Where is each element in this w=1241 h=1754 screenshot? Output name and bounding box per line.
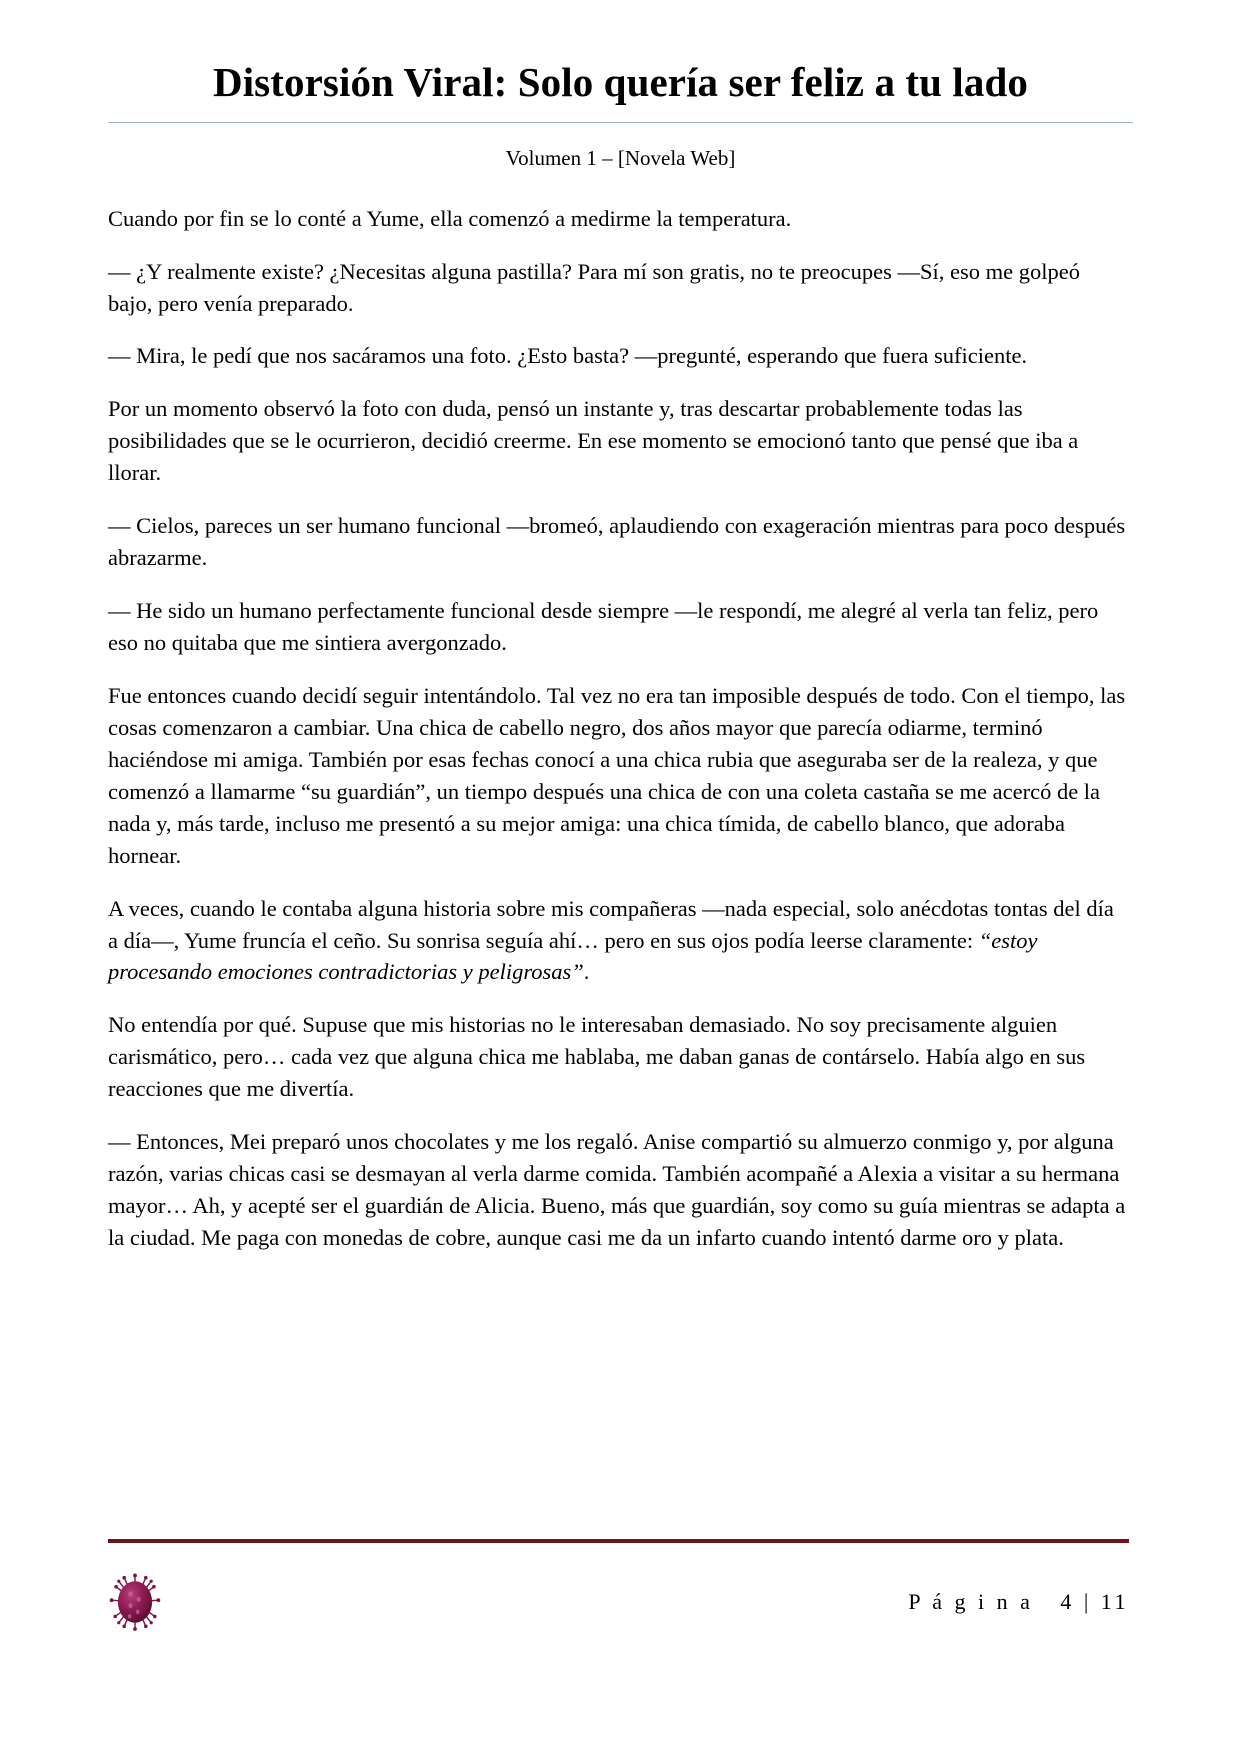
paragraph: — Cielos, pareces un ser humano funcional —bromeó, aplaudiendo con exageración mientras para poco después abrazarme. (108, 513, 1126, 571)
footer-divider (108, 1539, 1129, 1543)
footer-row (108, 1573, 1129, 1631)
paragraph: Cuando por fin se lo conté a Yume, ella comenzó a medirme la temperatura. (108, 205, 792, 231)
document-header (0, 0, 1241, 173)
paragraph: No entendía por qué. Supuse que mis historias no le interesaban demasiado. No soy precisamente alguien carismático, pero… cada vez que alguna chica me hablaba, me daban ganas de contárselo. Había algo en sus reacciones que me divertía. (108, 1012, 1086, 1102)
inner-thought-quote: “estoy procesando emociones contradictorias y peligrosas” (108, 927, 1038, 985)
paragraph: — Entonces, Mei preparó unos chocolates y me los regaló. Anise compartió su almuerzo conmigo y, por alguna razón, varias chicas casi se desmayan al verla darme comida. También acompañé a Alexia a visitar a su hermana mayor… Ah, y acepté ser el guardián de Alicia. Bueno, más que guardián, soy como su guía mientras se adapta a la ciudad. Me paga con monedas de cobre, aunque casi me da un infarto cuando intentó darme oro y plata. (108, 1129, 1126, 1251)
paragraph: Fue entonces cuando decidí seguir intentándolo. Tal vez no era tan imposible después de todo. Con el tiempo, las cosas comenzaron a cambiar. Una chica de cabello negro, dos años mayor que parecía odiarme, terminó haciéndose mi amiga. También por esas fechas conocí a una chica rubia que aseguraba ser de la realeza, y que comenzó a llamarme “su guardián”, un tiempo después una chica de con una coleta castaña se me acercó de la nada y, más tarde, incluso me presentó a su mejor amiga: una chica tímida, de cabello blanco, que adoraba hornear. (108, 682, 1126, 868)
document-body (0, 173, 1241, 1254)
page-number: P á g i n a 4 | 11 (908, 1589, 1129, 1614)
paragraph-tail-text: . (583, 959, 590, 985)
paragraph: Por un momento observó la foto con duda, pensó un instante y, tras descartar probablemente todas las posibilidades que se le ocurrieron, decidió creerme. En ese momento se emocionó tanto que pensé que iba a llorar. (108, 396, 1079, 486)
virus-icon (108, 1573, 162, 1631)
document-footer (0, 1539, 1241, 1754)
paragraph: — Mira, le pedí que nos sacáramos una foto. ¿Esto basta? —pregunté, esperando que fuera suficiente. (108, 343, 1028, 369)
paragraph: — ¿Y realmente existe? ¿Necesitas alguna pastilla? Para mí son gratis, no te preocupes —Sí, eso me golpeó bajo, pero venía preparado. (108, 258, 1080, 316)
paragraph: — He sido un humano perfectamente funcional desde siempre —le respondí, me alegré al verla tan feliz, pero eso no quitaba que me sintiera avergonzado. (108, 598, 1099, 656)
page-title: Distorsión Viral: Solo quería ser feliz a tu lado (212, 59, 1028, 105)
document-subtitle: Volumen 1 – [Novela Web] (505, 146, 736, 171)
paragraph-lead-text: A veces, cuando le contaba alguna historia sobre mis compañeras —nada especial, solo anécdotas tontas del día a día—, Yume fruncía el ceño. Su sonrisa seguía ahí… pero en sus ojos podía leerse claramente: (108, 895, 1114, 953)
title-divider (108, 122, 1133, 123)
paragraph-with-quote (108, 893, 1129, 989)
